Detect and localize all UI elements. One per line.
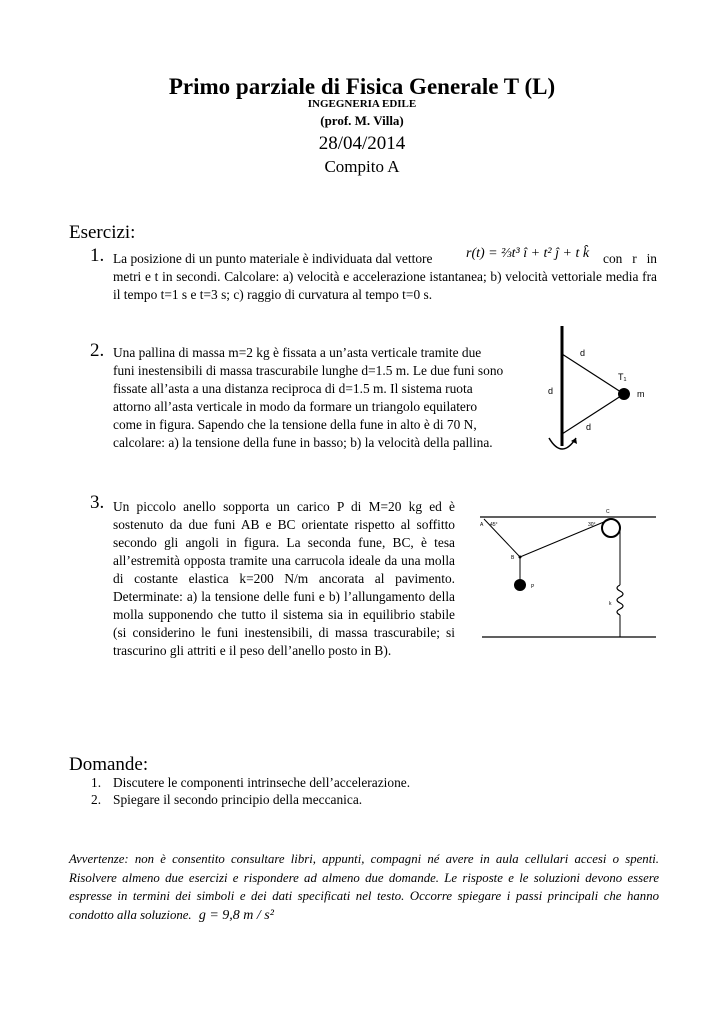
avvertenze (69, 850, 659, 925)
ball (618, 388, 630, 400)
exam-date: 28/04/2014 (318, 133, 406, 154)
label-angle-c: 30° (588, 522, 596, 528)
label-d-bottom: d (586, 422, 592, 432)
exercise-1-formula: r(t) = ⅔t³ î + t² ĵ + t k̂ (466, 246, 590, 261)
domanda-1-number: 1. (91, 775, 102, 790)
domanda-1 (91, 774, 410, 791)
exercise-3-figure (476, 505, 660, 645)
exercise-1-number: 1. (90, 245, 105, 266)
upper-string (562, 354, 624, 394)
page-title: Primo parziale di Fisica Generale T (L) (168, 74, 556, 99)
domanda-1-text: Discutere le componenti intrinseche dell’accelerazione. (113, 775, 411, 790)
exercise-2-figure (540, 326, 660, 466)
label-angle-a: 45° (490, 522, 498, 528)
professor-name: (prof. M. Villa) (320, 113, 404, 128)
domande-list (91, 774, 410, 808)
pulley (602, 519, 620, 537)
lower-string (562, 394, 624, 434)
label-m: m (637, 389, 645, 399)
exercise-2-number: 2. (90, 340, 105, 361)
domanda-2 (91, 791, 410, 808)
label-t1: T₁ (618, 372, 627, 382)
rope-bc (520, 519, 611, 557)
label-d-top: d (580, 348, 586, 358)
domande-heading: Domande: (69, 754, 149, 775)
esercizi-heading: Esercizi: (69, 222, 136, 243)
gravity-formula: g = 9,8 m / s² (198, 907, 274, 923)
label-a: A (480, 522, 484, 528)
course-subtitle: INGEGNERIA EDILE (307, 98, 417, 110)
label-k: k (609, 601, 612, 607)
domanda-2-text: Spiegare il secondo principio della meccanica. (113, 792, 363, 807)
spring (617, 585, 623, 615)
label-c: C (606, 509, 610, 515)
label-b: B (511, 555, 515, 561)
exercise-3-text: Un piccolo anello sopporta un carico P di M=20 kg ed è sostenuto da due funi AB e BC orientate rispetto al soffitto secondo gli angoli in figura. La seconda fune, BC, è tesa all’estremità opposta tramite una carrucola ideale da una molla di costante elastica k=200 N/m ancorata al pavimento. Determinate: a) la tensione delle funi e b) l’allungamento della molla supponendo che tutto il sistema sia in equilibrio stabile (si considerino le funi inestensibili, di massa trascurabile; si trascurino gli attriti e il peso dell’anello posto in B). (113, 499, 455, 658)
domanda-2-number: 2. (91, 792, 102, 807)
avvertenze-text: Avvertenze: non è consentito consultare libri, appunti, compagni né avere in aula cellulari accesi o spenti. Risolvere almeno due esercizi e rispondere ad almeno due domande. Le risposte e le soluzioni devono essere espresse in termini dei simboli e dei dati specificati nel testo. Occorre spiegare i passi principali che hanno condotto alla soluzione. (69, 852, 659, 922)
exercise-1-text-start: La posizione di un punto materiale è individuata dal vettore (113, 251, 433, 266)
exercise-3-number: 3. (90, 492, 105, 513)
exercise-1-text: con r in metri e t in secondi. Calcolare: a) velocità e accelerazione istantanea; b) velocità vettoriale media fra il tempo t=1 s e t=3 s; c) raggio di curvatura al tempo t=0 s. (113, 251, 657, 302)
label-p: P (531, 584, 535, 590)
exercise-2-text: Una pallina di massa m=2 kg è fissata a un’asta verticale tramite due funi inestensibili di massa trascurabile lunghe d=1.5 m. Le due funi sono fissate all’asta a una distanza reciproca di d=1.5 m. Il sistema ruota attorno all’asta verticale in modo da formare un triangolo equilatero come in figura. Sapendo che la tensione della fune in alto è di 70 N, calcolare: a) la tensione della fune in basso; b) la velocità della pallina. (113, 345, 504, 450)
exam-version: Compito A (324, 157, 400, 176)
load-p (514, 579, 526, 591)
label-d-left: d (548, 386, 554, 396)
